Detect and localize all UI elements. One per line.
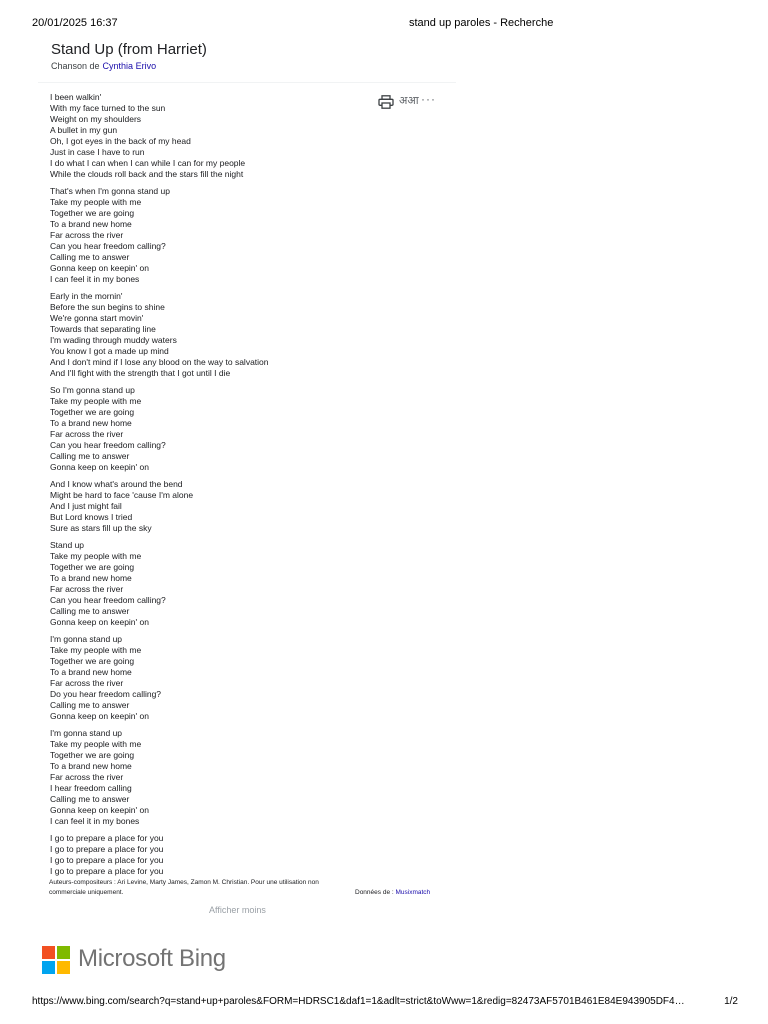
subtitle-prefix: Chanson de xyxy=(51,61,100,71)
lyric-line: Calling me to answer xyxy=(50,606,130,616)
lyrics-stanza xyxy=(50,833,380,877)
lyric-line: To a brand new home xyxy=(50,418,132,428)
print-header xyxy=(32,17,736,31)
lyric-line: And I know what's around the bend xyxy=(50,479,183,489)
lyric-line: But Lord knows I tried xyxy=(50,512,133,522)
logo-square-yellow xyxy=(57,961,70,974)
lyric-line: You know I got a made up mind xyxy=(50,346,169,356)
lyric-line: Far across the river xyxy=(50,678,124,688)
lyric-line: Together we are going xyxy=(50,750,135,760)
page-number: 1/2 xyxy=(724,996,738,1007)
lyrics-stanza xyxy=(50,634,380,722)
lyric-line: I do what I can when I can while I can for my people xyxy=(50,158,246,168)
lyrics-stanza xyxy=(50,540,380,628)
lyric-line: That's when I'm gonna stand up xyxy=(50,186,170,196)
lyric-line: Far across the river xyxy=(50,230,124,240)
lyric-line: With my face turned to the sun xyxy=(50,103,166,113)
lyric-line: Just in case I have to run xyxy=(50,147,145,157)
lyric-line: Gonna keep on keepin' on xyxy=(50,711,149,721)
lyric-line: Towards that separating line xyxy=(50,324,156,334)
source-link[interactable]: Musixmatch xyxy=(395,889,431,896)
print-datetime: 20/01/2025 16:37 xyxy=(32,17,118,29)
lyric-line: To a brand new home xyxy=(50,219,132,229)
lyric-line: A bullet in my gun xyxy=(50,125,118,135)
songwriter-credits: Auteurs-compositeurs : Ari Levine, Marty James, Zamon M. Christian. Pour une utilisation non commerciale uniquement. xyxy=(49,879,319,896)
lyrics-stanza xyxy=(50,291,380,379)
lyric-line: Gonna keep on keepin' on xyxy=(50,263,149,273)
lyric-line: I'm gonna stand up xyxy=(50,728,123,738)
lyric-line: Take my people with me xyxy=(50,197,142,207)
lyric-line: Take my people with me xyxy=(50,739,142,749)
logo-text: Microsoft Bing xyxy=(78,945,226,972)
lyric-line: Calling me to answer xyxy=(50,451,130,461)
lyric-line: To a brand new home xyxy=(50,573,132,583)
lyric-line: Can you hear freedom calling? xyxy=(50,241,166,251)
logo-square-blue xyxy=(42,961,55,974)
lyric-line: Gonna keep on keepin' on xyxy=(50,462,149,472)
logo-square-green xyxy=(57,946,70,959)
lyric-line: Together we are going xyxy=(50,208,135,218)
lyric-line: I can feel it in my bones xyxy=(50,816,140,826)
lyric-line: Calling me to answer xyxy=(50,794,130,804)
song-title: Stand Up (from Harriet) xyxy=(51,41,207,58)
lyric-line: Far across the river xyxy=(50,429,124,439)
logo-square-red xyxy=(42,946,55,959)
print-page-title: stand up paroles - Recherche xyxy=(409,17,554,29)
lyrics-stanza xyxy=(50,92,380,180)
lyric-line: And I don't mind if I lose any blood on the way to salvation xyxy=(50,357,269,367)
lyric-line: Can you hear freedom calling? xyxy=(50,440,166,450)
lyric-line: We're gonna start movin' xyxy=(50,313,144,323)
lyric-line: Take my people with me xyxy=(50,645,142,655)
source-prefix: Données de : xyxy=(355,889,394,896)
lyrics-body xyxy=(50,92,380,883)
data-source xyxy=(355,889,430,896)
lyrics-stanza xyxy=(50,385,380,473)
lyric-line: Can you hear freedom calling? xyxy=(50,595,166,605)
lyric-line: While the clouds roll back and the stars fill the night xyxy=(50,169,244,179)
more-options-icon[interactable]: ··· xyxy=(421,92,436,106)
lyric-line: Together we are going xyxy=(50,407,135,417)
lyric-line: And I just might fail xyxy=(50,501,122,511)
lyric-line: I go to prepare a place for you xyxy=(50,833,164,843)
lyric-line: And I'll fight with the strength that I got until I die xyxy=(50,368,231,378)
lyric-line: I hear freedom calling xyxy=(50,783,132,793)
lyric-line: Oh, I got eyes in the back of my head xyxy=(50,136,191,146)
lyrics-stanza xyxy=(50,479,380,534)
lyrics-card xyxy=(38,36,456,916)
lyric-line: To a brand new home xyxy=(50,667,132,677)
lyric-line: Far across the river xyxy=(50,584,124,594)
lyric-line: I go to prepare a place for you xyxy=(50,866,164,876)
lyric-line: Together we are going xyxy=(50,656,135,666)
lyric-line: Take my people with me xyxy=(50,396,142,406)
lyric-line: I'm wading through muddy waters xyxy=(50,335,177,345)
lyric-line: Early in the mornin' xyxy=(50,291,123,301)
lyric-line: Stand up xyxy=(50,540,85,550)
lyric-line: Gonna keep on keepin' on xyxy=(50,805,149,815)
lyric-line: Far across the river xyxy=(50,772,124,782)
microsoft-logo-icon xyxy=(42,946,70,974)
lyric-line: Calling me to answer xyxy=(50,252,130,262)
lyric-line: So I'm gonna stand up xyxy=(50,385,135,395)
lyrics-stanza xyxy=(50,728,380,827)
lyrics-stanza xyxy=(50,186,380,285)
song-subtitle xyxy=(51,61,156,71)
artist-link[interactable]: Cynthia Erivo xyxy=(102,61,157,71)
page-url: https://www.bing.com/search?q=stand+up+paroles&FORM=HDRSC1&daf1=1&adlt=strict&toWww=1&redig=82473AF5701B461E84E943905DF4… xyxy=(32,996,685,1007)
lyric-line: Sure as stars fill up the sky xyxy=(50,523,152,533)
lyric-line: I been walkin' xyxy=(50,92,102,102)
lyric-line: I go to prepare a place for you xyxy=(50,855,164,865)
lyric-line: Gonna keep on keepin' on xyxy=(50,617,149,627)
lyric-line: I can feel it in my bones xyxy=(50,274,140,284)
lyric-line: I'm gonna stand up xyxy=(50,634,123,644)
lyric-line: Take my people with me xyxy=(50,551,142,561)
divider xyxy=(38,82,456,83)
print-footer xyxy=(32,996,738,1010)
lyric-line: Do you hear freedom calling? xyxy=(50,689,162,699)
lyric-line: To a brand new home xyxy=(50,761,132,771)
lyric-line: Together we are going xyxy=(50,562,135,572)
show-less-button[interactable]: Afficher moins xyxy=(209,905,266,915)
translate-icon[interactable]: अआ xyxy=(399,95,419,107)
lyric-line: Before the sun begins to shine xyxy=(50,302,165,312)
lyric-line: Calling me to answer xyxy=(50,700,130,710)
lyric-line: Might be hard to face 'cause I'm alone xyxy=(50,490,194,500)
lyric-line: I go to prepare a place for you xyxy=(50,844,164,854)
lyric-line: Weight on my shoulders xyxy=(50,114,142,124)
printer-icon[interactable] xyxy=(378,95,394,109)
